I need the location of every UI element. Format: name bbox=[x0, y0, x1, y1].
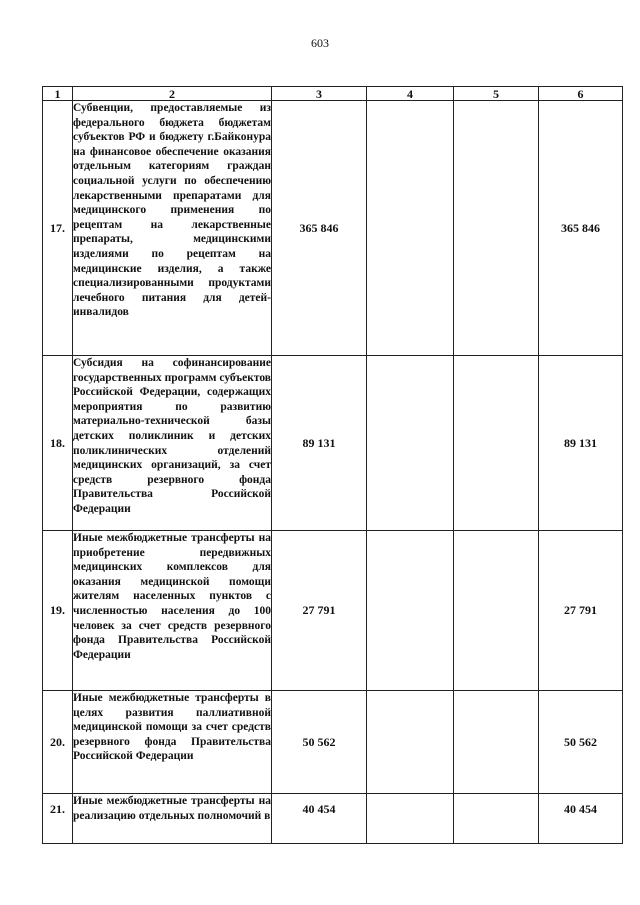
row-description-cell bbox=[73, 794, 272, 844]
table-row bbox=[43, 691, 623, 794]
header-row bbox=[43, 87, 623, 101]
row-col6-value: 40 454 bbox=[539, 794, 623, 844]
table-row bbox=[43, 531, 623, 691]
row-col6-value: 50 562 bbox=[539, 691, 623, 794]
row-description: Субвенции, предоставляемые из федерального бюджета бюджетам субъектов РФ и бюджету г.Байконура на финансовое обеспечение оказания отдельным категориям граждан социальной услуги по обеспечению лекарственными препаратами для медицинского применения по рецептам на лекарственные препараты, медицинскими изделиями по рецептам на медицинские изделия, а также специализированными продуктами лечебного питания для детей-инвалидов bbox=[73, 102, 271, 319]
row-col3-value: 89 131 bbox=[272, 356, 367, 531]
row-col3-value: 365 846 bbox=[272, 101, 367, 356]
row-col3-value: 50 562 bbox=[272, 691, 367, 794]
row-col6-value: 89 131 bbox=[539, 356, 623, 531]
row-description: Иные межбюджетные трансферты в целях развития паллиативной медицинской помощи за счет средств резервного фонда Правительства Российской Федерации bbox=[73, 692, 271, 763]
row-col4-value bbox=[367, 794, 454, 844]
row-description: Иные межбюджетные трансферты на приобретение передвижных медицинских комплексов для оказания медицинской помощи жителям населенных пунктов с численностью населения до 100 человек за счет средств резервного фонда Правительства Российской Федерации bbox=[73, 532, 271, 661]
row-description-cell bbox=[73, 101, 272, 356]
row-number: 21. bbox=[43, 794, 73, 844]
row-col4-value bbox=[367, 356, 454, 531]
row-col4-value bbox=[367, 691, 454, 794]
row-col5-value bbox=[454, 101, 539, 356]
column-header-1: 1 bbox=[43, 87, 73, 101]
row-col5-value bbox=[454, 794, 539, 844]
row-number: 17. bbox=[43, 101, 73, 356]
column-header-4: 4 bbox=[367, 87, 454, 101]
table-row bbox=[43, 794, 623, 844]
row-col3-value: 40 454 bbox=[272, 794, 367, 844]
row-description-cell bbox=[73, 691, 272, 794]
row-col5-value bbox=[454, 356, 539, 531]
row-description: Иные межбюджетные трансферты на реализацию отдельных полномочий в bbox=[73, 795, 271, 822]
table-row bbox=[43, 101, 623, 356]
row-col5-value bbox=[454, 531, 539, 691]
row-number: 18. bbox=[43, 356, 73, 531]
table-row bbox=[43, 356, 623, 531]
column-header-5: 5 bbox=[454, 87, 539, 101]
column-header-2: 2 bbox=[73, 87, 272, 101]
row-col4-value bbox=[367, 531, 454, 691]
row-description: Субсидия на софинансирование государственных программ субъектов Российской Федерации, содержащих мероприятия по развитию материально-технической базы детских поликлиник и детских поликлинических отделений медицинских организаций, за счет средств резервного фонда Правительства Российской Федерации bbox=[73, 357, 271, 515]
row-number: 19. bbox=[43, 531, 73, 691]
row-description-cell bbox=[73, 531, 272, 691]
page-number: 603 bbox=[311, 36, 329, 50]
column-header-3: 3 bbox=[272, 87, 367, 101]
row-number: 20. bbox=[43, 691, 73, 794]
row-col4-value bbox=[367, 101, 454, 356]
row-col3-value: 27 791 bbox=[272, 531, 367, 691]
column-header-6: 6 bbox=[539, 87, 623, 101]
row-description-cell bbox=[73, 356, 272, 531]
row-col6-value: 365 846 bbox=[539, 101, 623, 356]
row-col6-value: 27 791 bbox=[539, 531, 623, 691]
row-col5-value bbox=[454, 691, 539, 794]
budget-table bbox=[42, 86, 623, 844]
